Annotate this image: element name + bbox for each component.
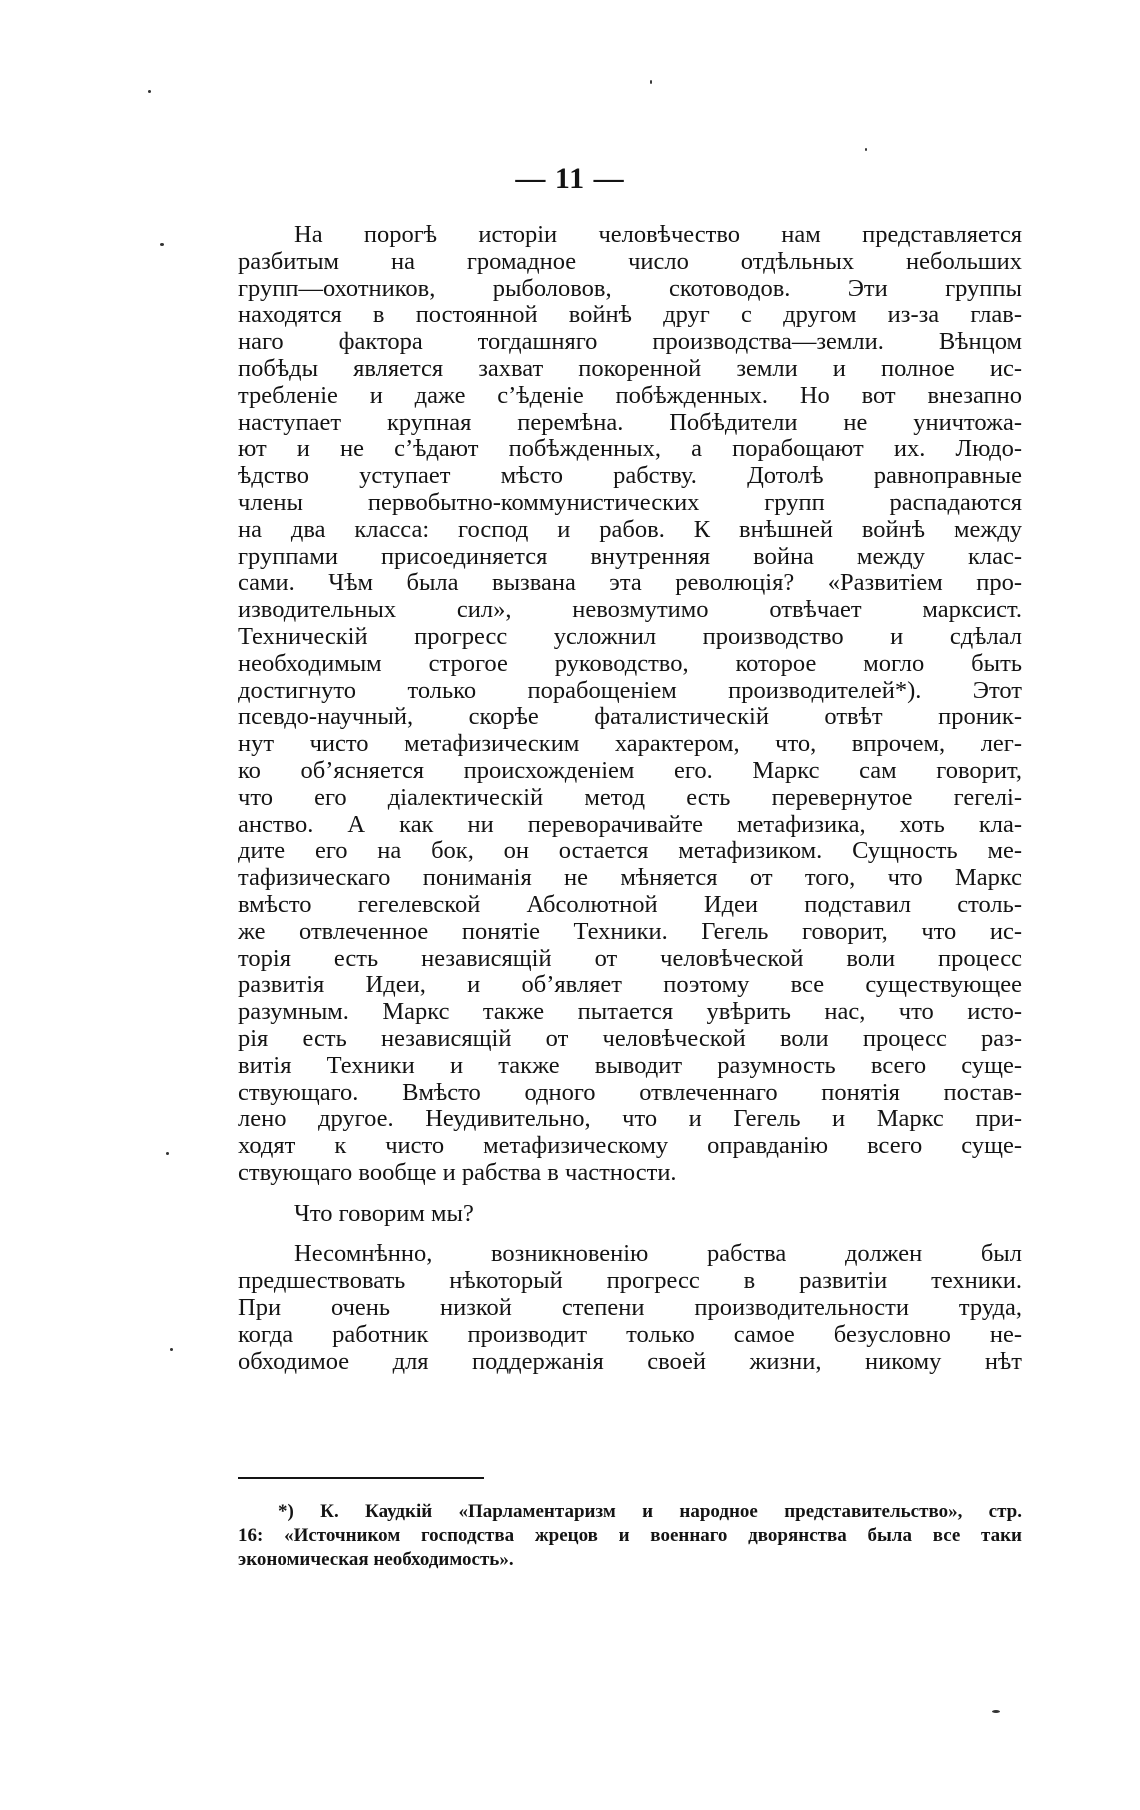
text-line: требленіе и даже с’ѣденіе побѣжденных. Но вот внезапно: [238, 381, 1022, 409]
text-line: развитія Идеи, и об’являет поэтому все существующее: [238, 971, 1022, 999]
text-line: Техническій прогресс усложнил производство и сдѣлал: [238, 622, 1022, 650]
text-line: витія Техники и также выводит разумность всего суще-: [238, 1051, 1022, 1079]
text-line: нут чисто метафизическим характером, что, впрочем, лег-: [238, 730, 1022, 758]
footnote: [238, 1500, 1022, 1572]
scan-speck: [650, 80, 652, 84]
text-line: рія есть независящій от человѣческой воли процесс раз-: [238, 1024, 1022, 1052]
footnote-divider: [238, 1477, 484, 1479]
scan-speck: [166, 1152, 169, 1155]
text-line: наго фактора тогдашняго производства—земли. Вѣнцом: [238, 328, 1022, 356]
text-line: сами. Чѣм была вызвана эта революція? «Развитіем про-: [238, 569, 1022, 597]
page-number: — 11 —: [515, 162, 625, 195]
scan-speck: [170, 1348, 173, 1351]
text-line: необходимым строгое руководство, которое могло быть: [238, 649, 1022, 677]
text-line: ствующаго. Вмѣсто одного отвлеченнаго понятія постав-: [238, 1078, 1022, 1106]
scan-speck: [148, 90, 151, 93]
text-line: анство. А как ни переворачивайте метафизика, хоть кла-: [238, 810, 1022, 838]
text-line: Что говорим мы?: [294, 1199, 474, 1227]
text-line: достигнуто только порабощеніем производителей*). Этот: [238, 676, 1022, 704]
footnote-line: 16: «Источником господства жрецов и военнаго дворянства была все таки: [238, 1525, 1022, 1546]
footnote-line: экономическая необходимость».: [238, 1549, 514, 1570]
text-line: ко об’ясняется происхожденіем его. Маркс сам говорит,: [238, 756, 1022, 784]
text-line: члены первобытно-коммунистических групп распадаются: [238, 488, 1022, 516]
text-line: На порогѣ исторіи человѣчество нам представляется: [294, 221, 1022, 248]
text-line: Несомнѣнно, возникновенію рабства должен был: [294, 1240, 1022, 1268]
text-line: псевдо-научный, скорѣе фаталистическій отвѣт проник-: [238, 703, 1022, 731]
text-line: лено другое. Неудивительно, что и Гегель и Маркс при-: [238, 1105, 1022, 1133]
text-line: вмѣсто гегелевской Абсолютной Идеи подставил столь-: [238, 890, 1022, 918]
text-line: изводительных сил», невозмутимо отвѣчает марксист.: [238, 596, 1022, 624]
text-line: разбитым на громадное число отдѣльных небольших: [238, 247, 1022, 275]
text-line: групп—охотников, рыболовов, скотоводов. Эти группы: [238, 274, 1022, 302]
text-line: обходимое для поддержанія своей жизни, никому нѣт: [238, 1347, 1022, 1375]
text-line: находятся в постоянной войнѣ друг с другом из-за глав-: [238, 301, 1022, 329]
body-text: [238, 222, 1022, 1375]
text-line: ходят к чисто метафизическому оправданію всего суще-: [238, 1132, 1022, 1160]
text-line: предшествовать нѣкоторый прогресс в развитіи техники.: [238, 1267, 1022, 1295]
text-line: наступает крупная перемѣна. Побѣдители не уничтожа-: [238, 408, 1022, 436]
text-line: При очень низкой степени производительности труда,: [238, 1294, 1022, 1322]
text-line: же отвлеченное понятіе Техники. Гегель говорит, что ис-: [238, 917, 1022, 945]
scan-speck: [865, 148, 867, 151]
text-line: ствующаго вообще и рабства в частности.: [238, 1158, 677, 1186]
text-line: побѣды является захват покоренной земли и полное ис-: [238, 354, 1022, 382]
text-line: когда работник производит только самое безусловно не-: [238, 1320, 1022, 1348]
paragraph-3: [238, 1241, 1022, 1375]
text-line: на два класса: господ и рабов. К внѣшней войнѣ между: [238, 515, 1022, 543]
paragraph-1: [238, 222, 1022, 1187]
text-line: разумным. Маркс также пытается увѣрить нас, что исто-: [238, 998, 1022, 1026]
scan-speck: [160, 243, 164, 246]
scan-speck: [992, 1710, 1000, 1713]
text-line: что его діалектическій метод есть перевернутое гегелі-: [238, 783, 1022, 811]
text-line: ют и не с’ѣдают побѣжденных, а порабощают их. Людо-: [238, 435, 1022, 463]
text-line: тафизическаго пониманія не мѣняется от того, что Маркс: [238, 864, 1022, 892]
footnote-line: *) К. Каудкій «Парламентаризм и народное представительство», стр.: [278, 1501, 1022, 1522]
paragraph-2: [238, 1201, 1022, 1228]
text-line: группами присоединяется внутренняя война между клас-: [238, 542, 1022, 570]
text-line: дите его на бок, он остается метафизиком. Сущность ме-: [238, 837, 1022, 865]
text-line: торія есть независящій от человѣческой воли процесс: [238, 944, 1022, 972]
text-line: ѣдство уступает мѣсто рабству. Дотолѣ равноправные: [238, 462, 1022, 490]
